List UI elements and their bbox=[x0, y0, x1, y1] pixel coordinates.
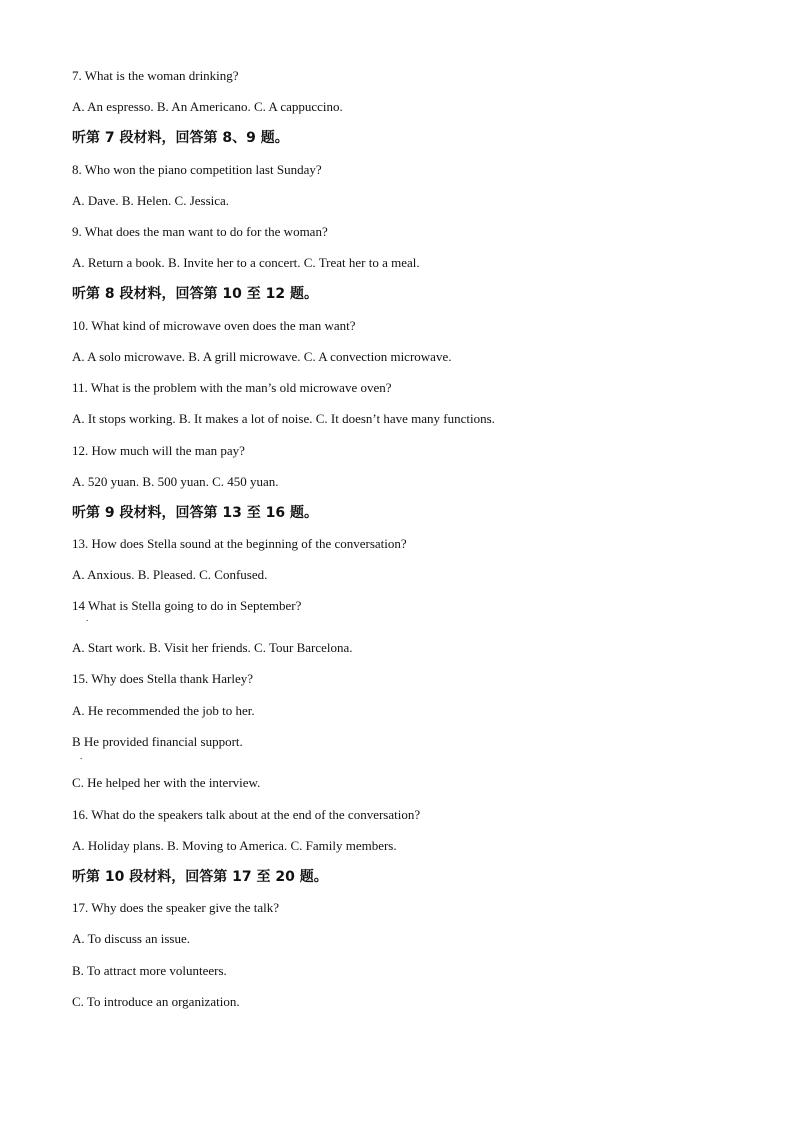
option-17-a: A. To discuss an issue. bbox=[72, 931, 191, 946]
section-heading-7: 听第 7 段材料，回答第 8、9 题。 bbox=[72, 130, 289, 146]
options-13: A. Anxious. B. Pleased. C. Confused. bbox=[72, 567, 268, 582]
question-14: 14 What is Stella going to do in September? bbox=[72, 598, 302, 613]
section-heading-10: 听第 10 段材料，回答第 17 至 20 题。 bbox=[72, 869, 328, 885]
option-15-b: B He provided financial support. bbox=[72, 734, 243, 749]
question-8: 8. Who won the piano competition last Sunday? bbox=[72, 162, 322, 177]
options-11: A. It stops working. B. It makes a lot of noise. C. It doesn’t have many functions. bbox=[72, 411, 495, 426]
option-15-c: C. He helped her with the interview. bbox=[72, 775, 261, 790]
section-heading-8: 听第 8 段材料，回答第 10 至 12 题。 bbox=[72, 286, 318, 302]
options-12: A. 520 yuan. B. 500 yuan. C. 450 yuan. bbox=[72, 474, 279, 489]
options-7: A. An espresso. B. An Americano. C. A cappuccino. bbox=[72, 99, 343, 114]
options-14: A. Start work. B. Visit her friends. C. Tour Barcelona. bbox=[72, 640, 353, 655]
question-11: 11. What is the problem with the man’s old microwave oven? bbox=[72, 380, 392, 395]
stray-dot-mark: . bbox=[80, 751, 83, 761]
question-9: 9. What does the man want to do for the woman? bbox=[72, 224, 328, 239]
options-8: A. Dave. B. Helen. C. Jessica. bbox=[72, 193, 230, 208]
options-9: A. Return a book. B. Invite her to a concert. C. Treat her to a meal. bbox=[72, 255, 420, 270]
question-12: 12. How much will the man pay? bbox=[72, 443, 245, 458]
options-16: A. Holiday plans. B. Moving to America. C. Family members. bbox=[72, 838, 397, 853]
option-17-c: C. To introduce an organization. bbox=[72, 994, 240, 1009]
stray-dot-mark: . bbox=[86, 613, 89, 623]
question-7: 7. What is the woman drinking? bbox=[72, 68, 239, 83]
section-heading-9: 听第 9 段材料，回答第 13 至 16 题。 bbox=[72, 505, 318, 521]
question-17: 17. Why does the speaker give the talk? bbox=[72, 900, 279, 915]
options-10: A. A solo microwave. B. A grill microwave. C. A convection microwave. bbox=[72, 349, 452, 364]
option-15-a: A. He recommended the job to her. bbox=[72, 703, 255, 718]
question-16: 16. What do the speakers talk about at the end of the conversation? bbox=[72, 807, 421, 822]
option-17-b: B. To attract more volunteers. bbox=[72, 963, 227, 978]
question-13: 13. How does Stella sound at the beginning of the conversation? bbox=[72, 536, 407, 551]
question-10: 10. What kind of microwave oven does the man want? bbox=[72, 318, 356, 333]
question-15: 15. Why does Stella thank Harley? bbox=[72, 671, 253, 686]
